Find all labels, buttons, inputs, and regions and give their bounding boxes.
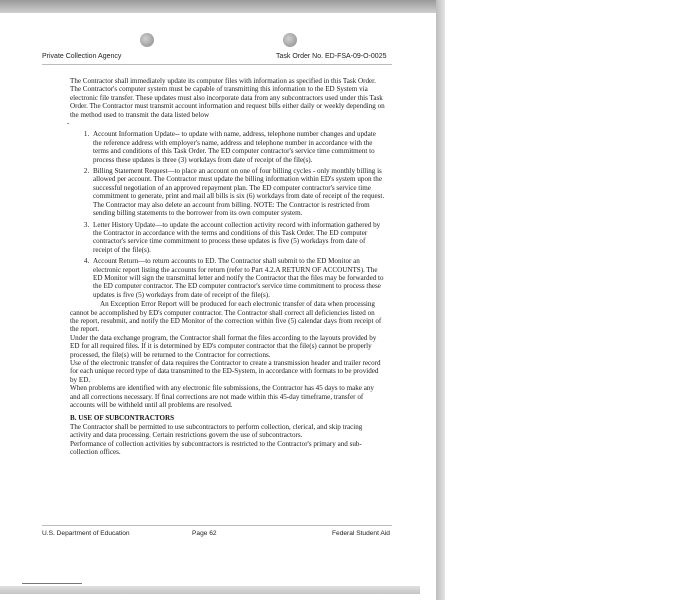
section-heading: B. USE OF SUBCONTRACTORS xyxy=(70,414,175,423)
scan-shadow-side xyxy=(436,0,445,600)
document-body xyxy=(67,77,385,457)
punch-hole-right xyxy=(283,33,297,47)
list-item: 1. Account Information Update-- to update with name, address, telephone number changes and update the reference address with employer's name, address and telephone number in accordance with the terms and conditions of this Task Order. The ED computer contractor's service time commitment to process these updates is three (3) workdays from date of receipt of the file(s). xyxy=(91,130,385,164)
scan-shadow-bottom xyxy=(0,586,420,594)
list-item: 2. Billing Statement Request—to place an account on one of four billing cycles - only monthly billing is allowed per account. The Contractor must update the billing information within ED's system upon the successful negotiation of an approved repayment plan. The ED computer contractor's service time commitment to generate, print and mail all bills is six (6) workdays from date of receipt of the request. The Contractor may also delete an account from billing. NOTE: The Contractor is restricted from sending billing statements to the borrower from its own computer system. xyxy=(91,167,385,217)
subcontractors-restriction-paragraph: Performance of collection activities by subcontractors is restricted to the Contractor's primary and sub-collection offices. xyxy=(70,439,362,457)
update-types-list xyxy=(70,130,385,299)
intro-paragraph: The Contractor shall immediately update its computer files with information as specified in this Task Order. The Contractor's computer system must be capable of transmitting this information to the ED System via electronic file transfer. These updates must also incorporate data from any subcontractors used under this Task Order. The Contractor must transmit account information and request bills either daily or weekly depending on the method used to transmit the data listed below xyxy=(70,77,385,119)
header-agency: Private Collection Agency xyxy=(42,53,122,60)
subcontractors-paragraph: The Contractor shall be permitted to use subcontractors to perform collection, clerical, and skip tracing activity and data processing. Certain restrictions govern the use of subcontractors. xyxy=(70,422,363,440)
scan-mark xyxy=(22,583,82,584)
footer-department: U.S. Department of Education xyxy=(42,530,130,537)
page-number: Page 62 xyxy=(192,530,217,537)
punch-hole-left xyxy=(140,33,154,47)
footer-fsa: Federal Student Aid xyxy=(332,530,390,537)
electronic-transfer-paragraph: Use of the electronic transfer of data requires the Contractor to create a transmission header and trailer record for each unique record type of data transmitted to the ED-System, in accordance with formats to be provided by ED. xyxy=(70,359,381,384)
problems-paragraph: When problems are identified with any electronic file submissions, the Contractor has 45 days to make any and all corrections necessary. If final corrections are not made within this 45-day timeframe, transfer of accounts will be withheld until all problems are resolved. xyxy=(70,384,374,410)
data-exchange-paragraph: Under the data exchange program, the Contractor shall format the files according to the layouts provided by ED for all required files. If it is determined by ED's computer contractor that the file(s) cannot be properly processed, the file(s) will be returned to the Contractor for corrections. xyxy=(70,333,377,359)
exception-report-paragraph: An Exception Error Report will be produced for each electronic transfer of data when processing cannot be accomplished by ED's computer contractor. The Contractor shall correct all deficiencies listed on the report, resubmit, and notify the ED Monitor of the correction within five (5) calendar days from receipt of the report. xyxy=(70,300,382,334)
header-rule xyxy=(42,64,392,65)
scan-shadow-top xyxy=(0,0,445,13)
stray-dash: - xyxy=(67,119,70,128)
list-item: 3. Letter History Update—to update the account collection activity record with information gathered by the Contractor in accordance with the terms and conditions of this Task Order. The ED computer contractor's service time commitment to process these updates is five (5) workdays from date of receipt of the file(s). xyxy=(91,221,385,255)
header-task-order: Task Order No. ED-FSA-09-O-0025 xyxy=(276,53,387,60)
list-item: 4. Account Return—to return accounts to ED. The Contractor shall submit to the ED Monitor an electronic report listing the accounts for return (refer to Part 4.2.A RETURN OF ACCOUNTS). The ED Monitor will sign the transmittal letter and notify the Contractor that the files may be forwarded to the ED computer contractor. The ED computer contractor's service time commitment to process these updates is five (5) workdays from date of receipt of the file(s). xyxy=(91,257,385,299)
footer-rule xyxy=(42,525,392,526)
